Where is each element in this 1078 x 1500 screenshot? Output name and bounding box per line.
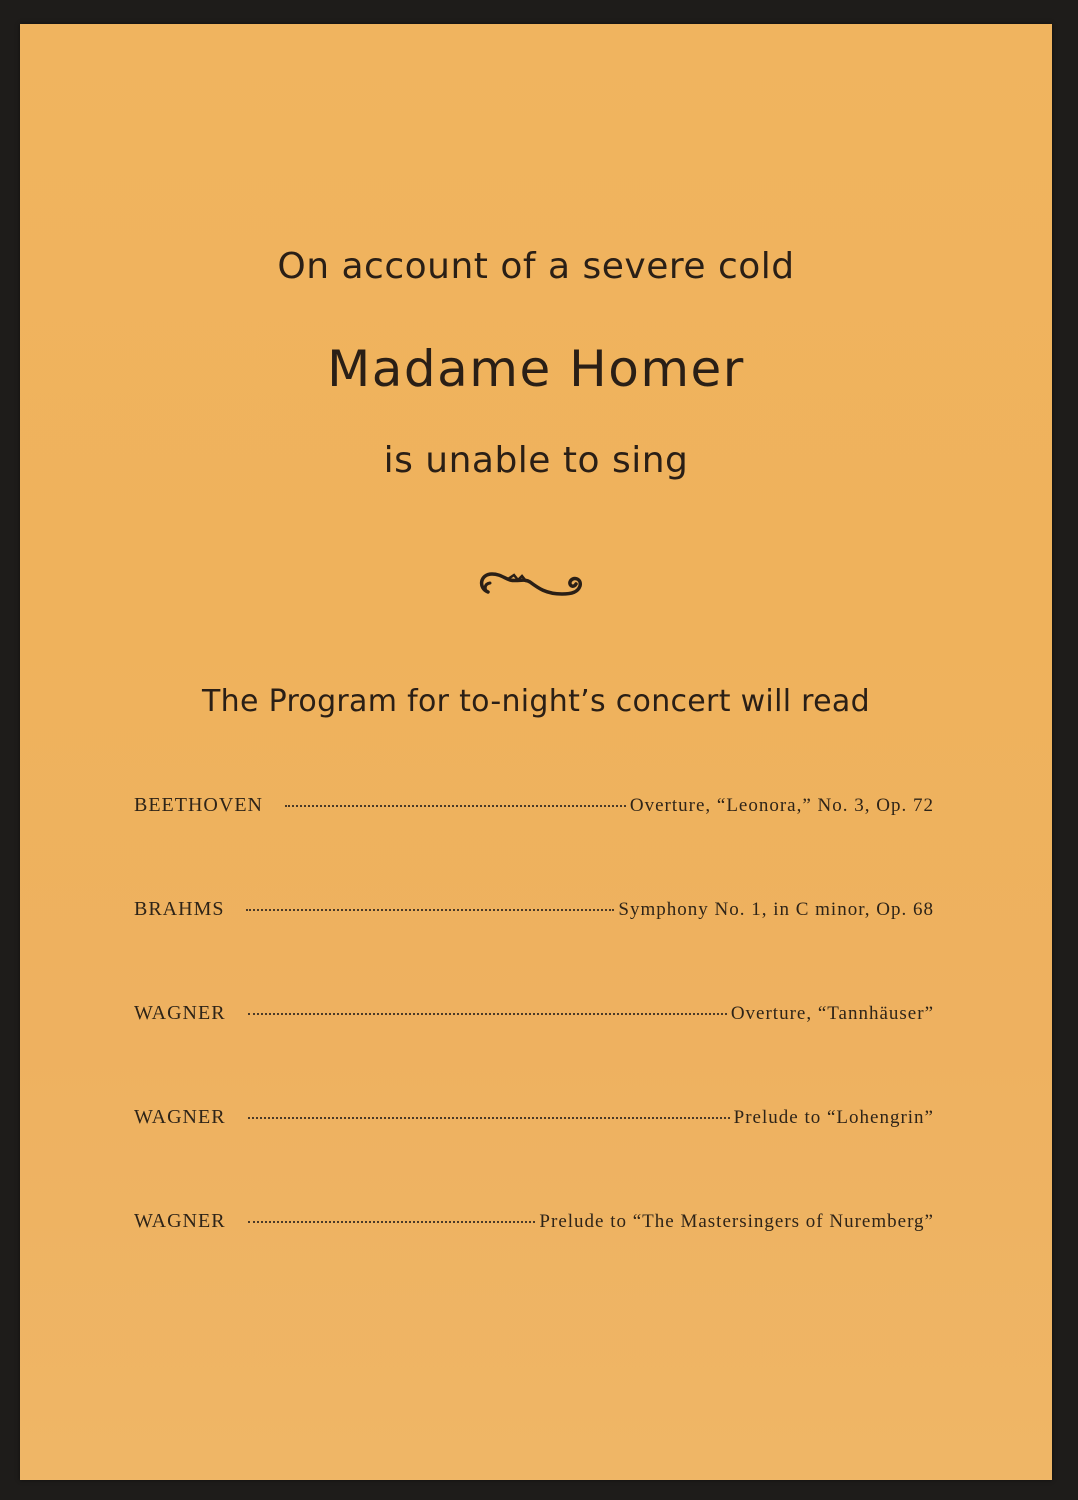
dot-leader [246, 908, 614, 911]
work-title: Prelude to “The Mastersingers of Nuremberg” [539, 1211, 934, 1232]
program-item [134, 1002, 934, 1106]
composer-name: BRAHMS [134, 898, 225, 920]
program-item [134, 898, 934, 1002]
notice-line-cold: On account of a severe cold [277, 246, 795, 287]
dot-leader [285, 804, 626, 807]
work-title: Overture, “Tannhäuser” [730, 1003, 934, 1024]
notice-performer-name: Madame Homer [327, 340, 745, 398]
program-list [134, 794, 934, 1314]
program-intro: The Program for to-night’s concert will read [202, 684, 870, 719]
scroll-flourish-icon [474, 564, 590, 604]
composer-name: WAGNER [134, 1210, 226, 1232]
work-title: Symphony No. 1, in C minor, Op. 68 [618, 899, 934, 920]
program-insert-sheet [20, 24, 1052, 1480]
dot-leader [248, 1012, 727, 1015]
notice-line-unable: is unable to sing [383, 440, 689, 481]
composer-name: BEETHOVEN [134, 794, 263, 816]
work-title: Overture, “Leonora,” No. 3, Op. 72 [629, 795, 934, 816]
work-title: Prelude to “Lohengrin” [733, 1107, 934, 1128]
program-item [134, 1106, 934, 1210]
composer-name: WAGNER [134, 1002, 226, 1024]
dot-leader [248, 1220, 536, 1223]
program-item [134, 794, 934, 898]
program-item [134, 1210, 934, 1314]
composer-name: WAGNER [134, 1106, 226, 1128]
dot-leader [248, 1116, 730, 1119]
